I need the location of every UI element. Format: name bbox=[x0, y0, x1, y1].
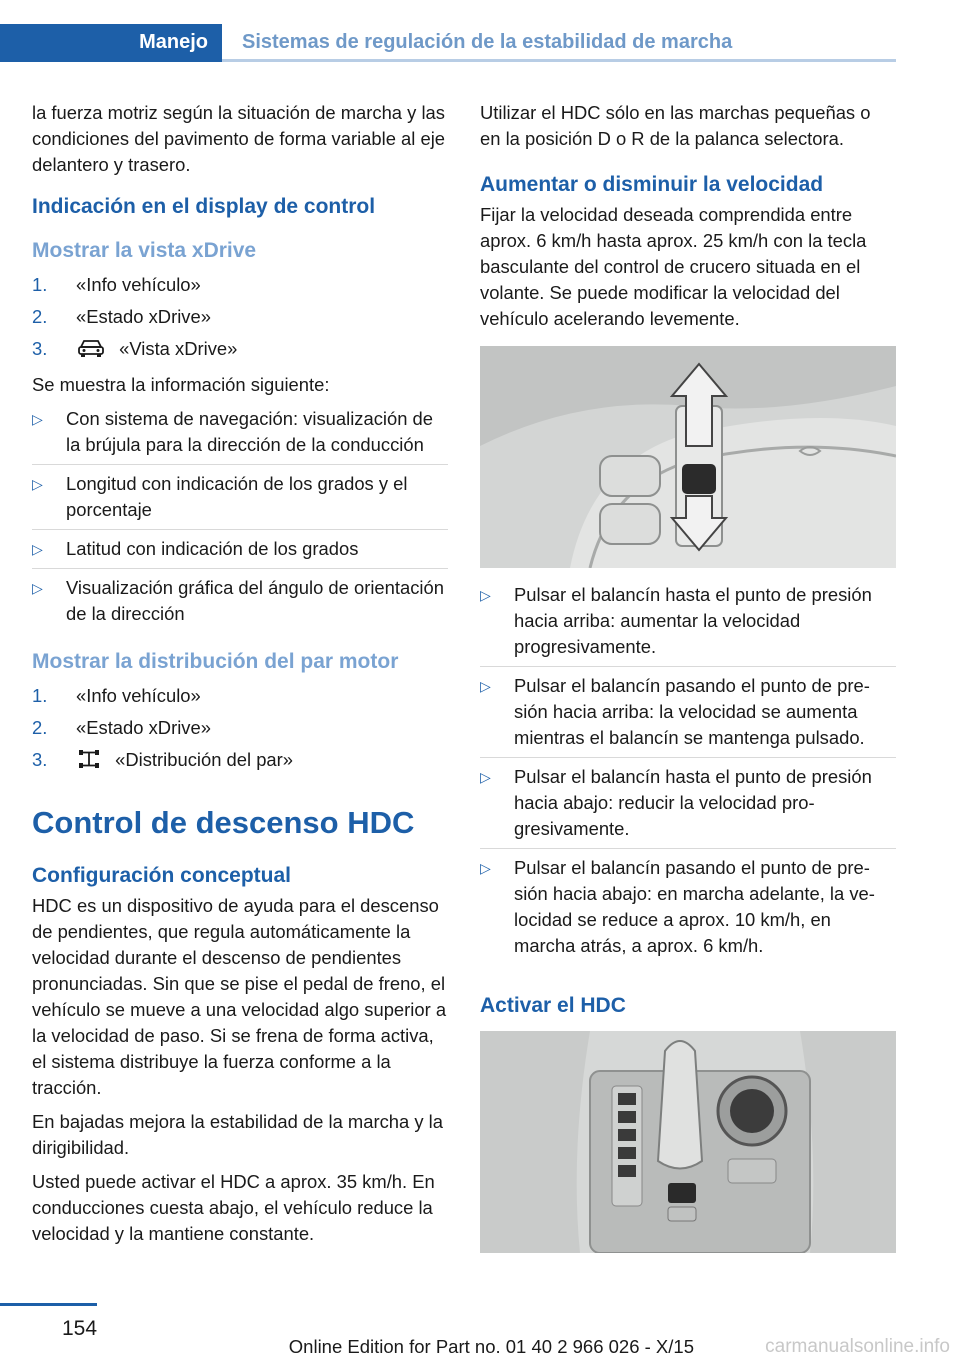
intro-paragraph: la fuerza motriz según la situación de marcha y las condiciones del pavimento de forma variable al eje delantero y trasero. bbox=[32, 102, 446, 175]
heading-activate-hdc: Activar el HDC bbox=[480, 994, 626, 1017]
triangle-bullet-icon: ▷ bbox=[32, 411, 43, 427]
step-number: 2. bbox=[32, 717, 48, 738]
step-item bbox=[32, 715, 448, 741]
step-item bbox=[32, 272, 448, 298]
hdc-paragraph-3: Usted puede activar el HDC a aprox. 35 km/h. En conducciones cuesta abajo, el vehículo reduce la velocidad y la mantiene constante. bbox=[32, 1171, 435, 1244]
triangle-bullet-icon: ▷ bbox=[32, 476, 43, 492]
heading-speed: Aumentar o disminuir la velocidad bbox=[480, 173, 824, 196]
step-number: 3. bbox=[32, 338, 48, 359]
section-tab-label: Manejo bbox=[139, 31, 208, 53]
step-text: «Estado xDrive» bbox=[76, 306, 211, 327]
list-item-text: Pulsar el balancín hasta el punto de presión hacia abajo: reducir la velocidad progresivamente. bbox=[514, 766, 872, 839]
list-item bbox=[480, 673, 896, 758]
list-item bbox=[480, 764, 896, 849]
page-number: 154 bbox=[62, 1317, 98, 1340]
step-item bbox=[32, 336, 448, 366]
steering-wheel-rocker-photo bbox=[480, 346, 896, 568]
list-item-text: Pulsar el balancín pasando el punto de presión hacia abajo: en marcha adelante, la velocidad se reduce a aprox. 10 km/h, en marcha atrás, a aprox. 6 km/h. bbox=[514, 857, 875, 956]
list-item bbox=[480, 582, 896, 667]
list-item-text: Visualización gráfica del ángulo de orientación de la dirección bbox=[66, 577, 444, 624]
info-list bbox=[32, 406, 448, 633]
step-number: 1. bbox=[32, 685, 48, 706]
chapter-title[interactable]: Sistemas de regulación de la estabilidad de marcha bbox=[242, 31, 733, 53]
heading-hdc: Control de descenso HDC bbox=[32, 805, 415, 840]
speed-paragraph: Fijar la velocidad deseada comprendida entre aprox. 6 km/h hasta aprox. 25 km/h con la tecla basculante del control de crucero situada en el volante. Se puede modificar la velocidad del vehículo acelerando levemente. bbox=[480, 204, 867, 329]
step-number: 3. bbox=[32, 749, 48, 770]
list-item-text: Longitud con indicación de los grados y el porcentaje bbox=[66, 473, 408, 520]
step-item bbox=[32, 304, 448, 330]
heading-vista-xdrive: Mostrar la vista xDrive bbox=[32, 239, 257, 262]
watermark: carmanualsonline.info bbox=[765, 1336, 950, 1357]
vista-steps bbox=[32, 272, 448, 366]
list-item-text: Latitud con indicación de los grados bbox=[66, 538, 359, 559]
triangle-bullet-icon: ▷ bbox=[480, 769, 491, 785]
section-tab[interactable] bbox=[0, 24, 222, 62]
list-item-text: Pulsar el balancín pasando el punto de presión hacia arriba: la velocidad se aumenta mientras el balancín se mantenga pulsado. bbox=[514, 675, 870, 748]
triangle-bullet-icon: ▷ bbox=[480, 860, 491, 876]
footer-divider bbox=[0, 1303, 97, 1306]
step-text: «Distribución del par» bbox=[115, 749, 293, 770]
step-text: «Info vehículo» bbox=[76, 685, 201, 706]
step-number: 1. bbox=[32, 274, 48, 295]
torque-steps bbox=[32, 683, 448, 777]
step-text: «Estado xDrive» bbox=[76, 717, 211, 738]
info-intro: Se muestra la información siguiente: bbox=[32, 374, 330, 395]
torque-distribution-icon bbox=[76, 748, 102, 777]
triangle-bullet-icon: ▷ bbox=[32, 541, 43, 557]
list-item bbox=[32, 536, 448, 569]
right-column bbox=[480, 100, 896, 1267]
step-item bbox=[32, 747, 448, 777]
list-item-text: Pulsar el balancín hasta el punto de presión hacia arriba: aumentar la velocidad progresivamente. bbox=[514, 584, 872, 657]
center-console-photo bbox=[480, 1031, 896, 1253]
heading-display: Indicación en el display de control bbox=[32, 195, 376, 218]
triangle-bullet-icon: ▷ bbox=[32, 580, 43, 596]
step-item bbox=[32, 683, 448, 709]
edition-text: Online Edition for Part no. 01 40 2 966 026 - X/15 bbox=[288, 1336, 694, 1357]
left-column bbox=[32, 100, 448, 1255]
heading-torque: Mostrar la distribución del par motor bbox=[32, 650, 399, 673]
list-item bbox=[32, 406, 448, 465]
heading-config: Configuración conceptual bbox=[32, 864, 292, 887]
hdc-paragraph-2: En bajadas mejora la estabilidad de la marcha y la dirigibilidad. bbox=[32, 1111, 443, 1158]
page-header bbox=[0, 0, 896, 62]
header-divider bbox=[222, 59, 896, 62]
speed-list bbox=[480, 582, 896, 965]
list-item bbox=[32, 575, 448, 633]
step-number: 2. bbox=[32, 306, 48, 327]
list-item bbox=[480, 855, 896, 965]
hdc-paragraph-1: HDC es un dispositivo de ayuda para el descenso de pendientes, que regula automáticamente la velocidad durante el descenso de pendientes pronunciadas. Sin que se pise el pedal de freno, el vehículo se mueve a una velocidad algo superior a la velocidad de paso. Si se frena de forma activa, el sistema distribuye la fuerza conforme a la tracción. bbox=[32, 895, 447, 1098]
step-text: «Info vehículo» bbox=[76, 274, 201, 295]
list-item bbox=[32, 471, 448, 530]
triangle-bullet-icon: ▷ bbox=[480, 678, 491, 694]
list-item-text: Con sistema de navegación: visualización de la brújula para la dirección de la conducción bbox=[66, 408, 434, 455]
use-paragraph: Utilizar el HDC sólo en las marchas pequeñas o en la posición D o R de la palanca selectora. bbox=[480, 102, 871, 149]
step-text: «Vista xDrive» bbox=[119, 338, 238, 359]
triangle-bullet-icon: ▷ bbox=[480, 587, 491, 603]
car-front-icon bbox=[76, 337, 106, 366]
